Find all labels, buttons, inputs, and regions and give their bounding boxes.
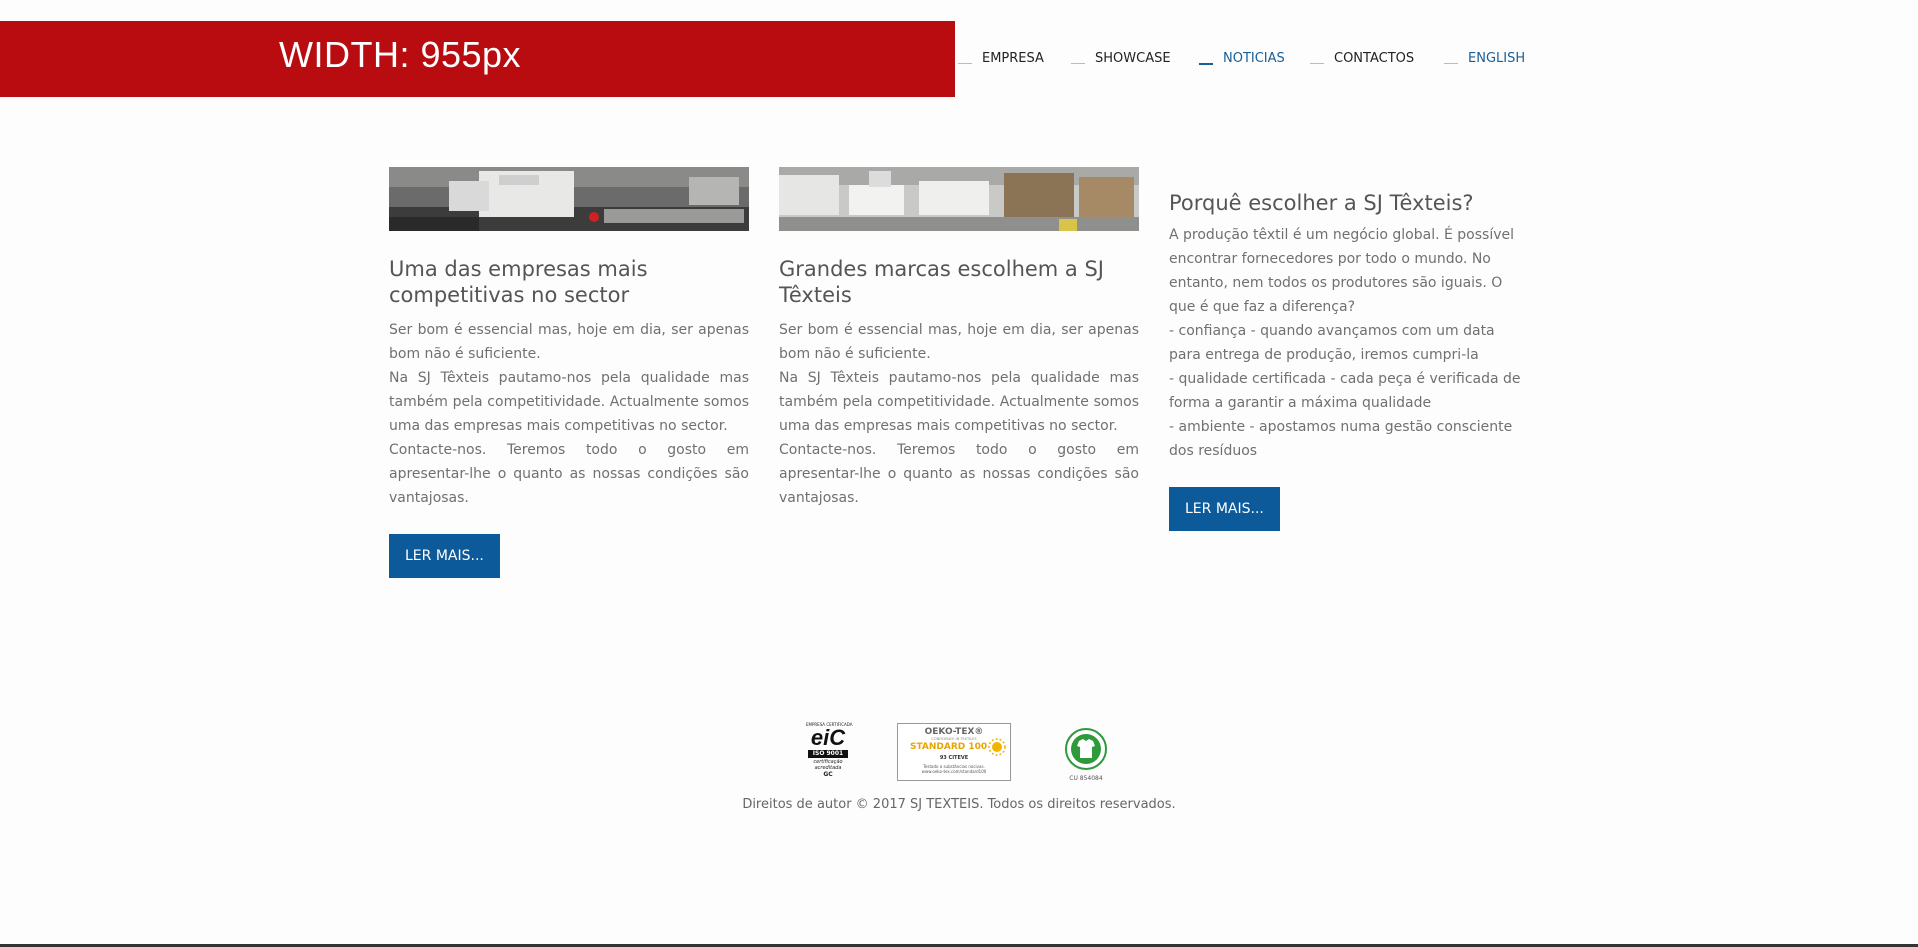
- card-text: A produção têxtil é um negócio global. É possível encontrar fornecedores por todo o mundo. No entanto, nem todos os produtores são iguais. O que é que faz a diferença?: [1169, 227, 1515, 315]
- oeko-line2: www.oeko-tex.com/standard100: [921, 769, 987, 774]
- nav-dash-icon: [958, 63, 972, 64]
- eic-line2: acreditada: [814, 765, 842, 771]
- factory-machine-image[interactable]: [389, 167, 749, 231]
- card-title: Grandes marcas escolhem a SJ Têxteis: [779, 257, 1104, 307]
- factory-machine-illustration: [389, 167, 749, 231]
- gots-shirt-icon: [1062, 725, 1110, 773]
- factory-floor-illustration: [779, 167, 1139, 231]
- eic-code: GC: [823, 771, 833, 778]
- nav-label: EMPRESA: [982, 51, 1044, 66]
- nav-item-showcase[interactable]: [1071, 51, 1171, 66]
- card-text: - ambiente - apostamos numa gestão consciente dos resíduos: [1169, 419, 1513, 459]
- oeko-line1: Testado a substâncias nocivas.: [923, 764, 985, 769]
- oeko-tex-logo[interactable]: [897, 723, 1011, 781]
- news-card-brands: [779, 167, 1139, 510]
- gots-organic-logo[interactable]: [1062, 725, 1110, 783]
- card-text: Na SJ Têxteis pautamo-nos pela qualidade mas também pela competitividade. Actualmente somos uma das empresas mais competitivas no sector.: [779, 370, 1139, 434]
- eic-line1: certificação: [813, 759, 843, 765]
- nav-label: SHOWCASE: [1095, 51, 1171, 66]
- oeko-standard: STANDARD 100: [910, 742, 988, 752]
- nav-label: ENGLISH: [1468, 51, 1526, 66]
- footer-copyright: Direitos de autor © 2017 SJ TEXTEIS. Todos os direitos reservados.: [742, 797, 1176, 812]
- nav-dash-icon: [1310, 63, 1324, 64]
- read-more-button[interactable]: LER MAIS...: [389, 534, 500, 578]
- factory-floor-image[interactable]: [779, 167, 1139, 231]
- nav-dash-icon: [1199, 63, 1213, 65]
- nav-item-contactos[interactable]: [1310, 51, 1414, 66]
- certification-logos: [0, 720, 1918, 784]
- nav-label: NOTICIAS: [1223, 51, 1285, 66]
- read-more-button[interactable]: LER MAIS...: [1169, 487, 1280, 531]
- card-text: Na SJ Têxteis pautamo-nos pela qualidade mas também pela competitividade. Actualmente somos uma das empresas mais competitivas no sector.: [389, 370, 749, 434]
- eic-iso-9001-logo[interactable]: [806, 722, 853, 784]
- oeko-brand: OEKO-TEX®: [924, 727, 984, 737]
- nav-item-english[interactable]: [1444, 51, 1525, 66]
- card-text: Ser bom é essencial mas, hoje em dia, ser apenas bom não é suficiente.: [779, 322, 1139, 362]
- nav-dash-icon: [1444, 63, 1458, 64]
- card-title: Porquê escolher a SJ Têxteis?: [1169, 191, 1474, 215]
- card-text: Contacte-nos. Teremos todo o gosto em apresentar-lhe o quanto as nossas condições são vantajosas.: [389, 442, 749, 506]
- oeko-sun-icon: [987, 737, 1007, 757]
- card-title: Uma das empresas mais competitivas no sector: [389, 257, 648, 307]
- nav-dash-icon: [1071, 63, 1085, 64]
- nav-label: CONTACTOS: [1334, 51, 1415, 66]
- eic-top-text: EMPRESA CERTIFICADA: [806, 722, 853, 727]
- eic-iso-badge: ISO 9001: [808, 750, 848, 758]
- card-text: Ser bom é essencial mas, hoje em dia, ser apenas bom não é suficiente.: [389, 322, 749, 362]
- card-text: Contacte-nos. Teremos todo o gosto em apresentar-lhe o quanto as nossas condições são vantajosas.: [779, 442, 1139, 506]
- gots-code: CU 854084: [1069, 775, 1103, 782]
- site-title: WIDTH: 955px: [279, 34, 522, 75]
- why-choose-card: [1169, 190, 1529, 531]
- oeko-tag: CONFIDENCE IN TEXTILES: [931, 737, 977, 741]
- card-text: - confiança - quando avançamos com um data para entrega de produção, iremos cumpri-la: [1169, 323, 1495, 363]
- nav-item-noticias[interactable]: [1199, 51, 1285, 66]
- nav-item-empresa[interactable]: [958, 51, 1044, 66]
- eic-brand: eiC: [810, 725, 846, 750]
- news-card-competitive: [389, 167, 749, 578]
- card-text: - qualidade certificada - cada peça é verificada de forma a garantir a máxima qualidade: [1169, 371, 1521, 411]
- oeko-code: 93 CITEVE: [939, 755, 969, 761]
